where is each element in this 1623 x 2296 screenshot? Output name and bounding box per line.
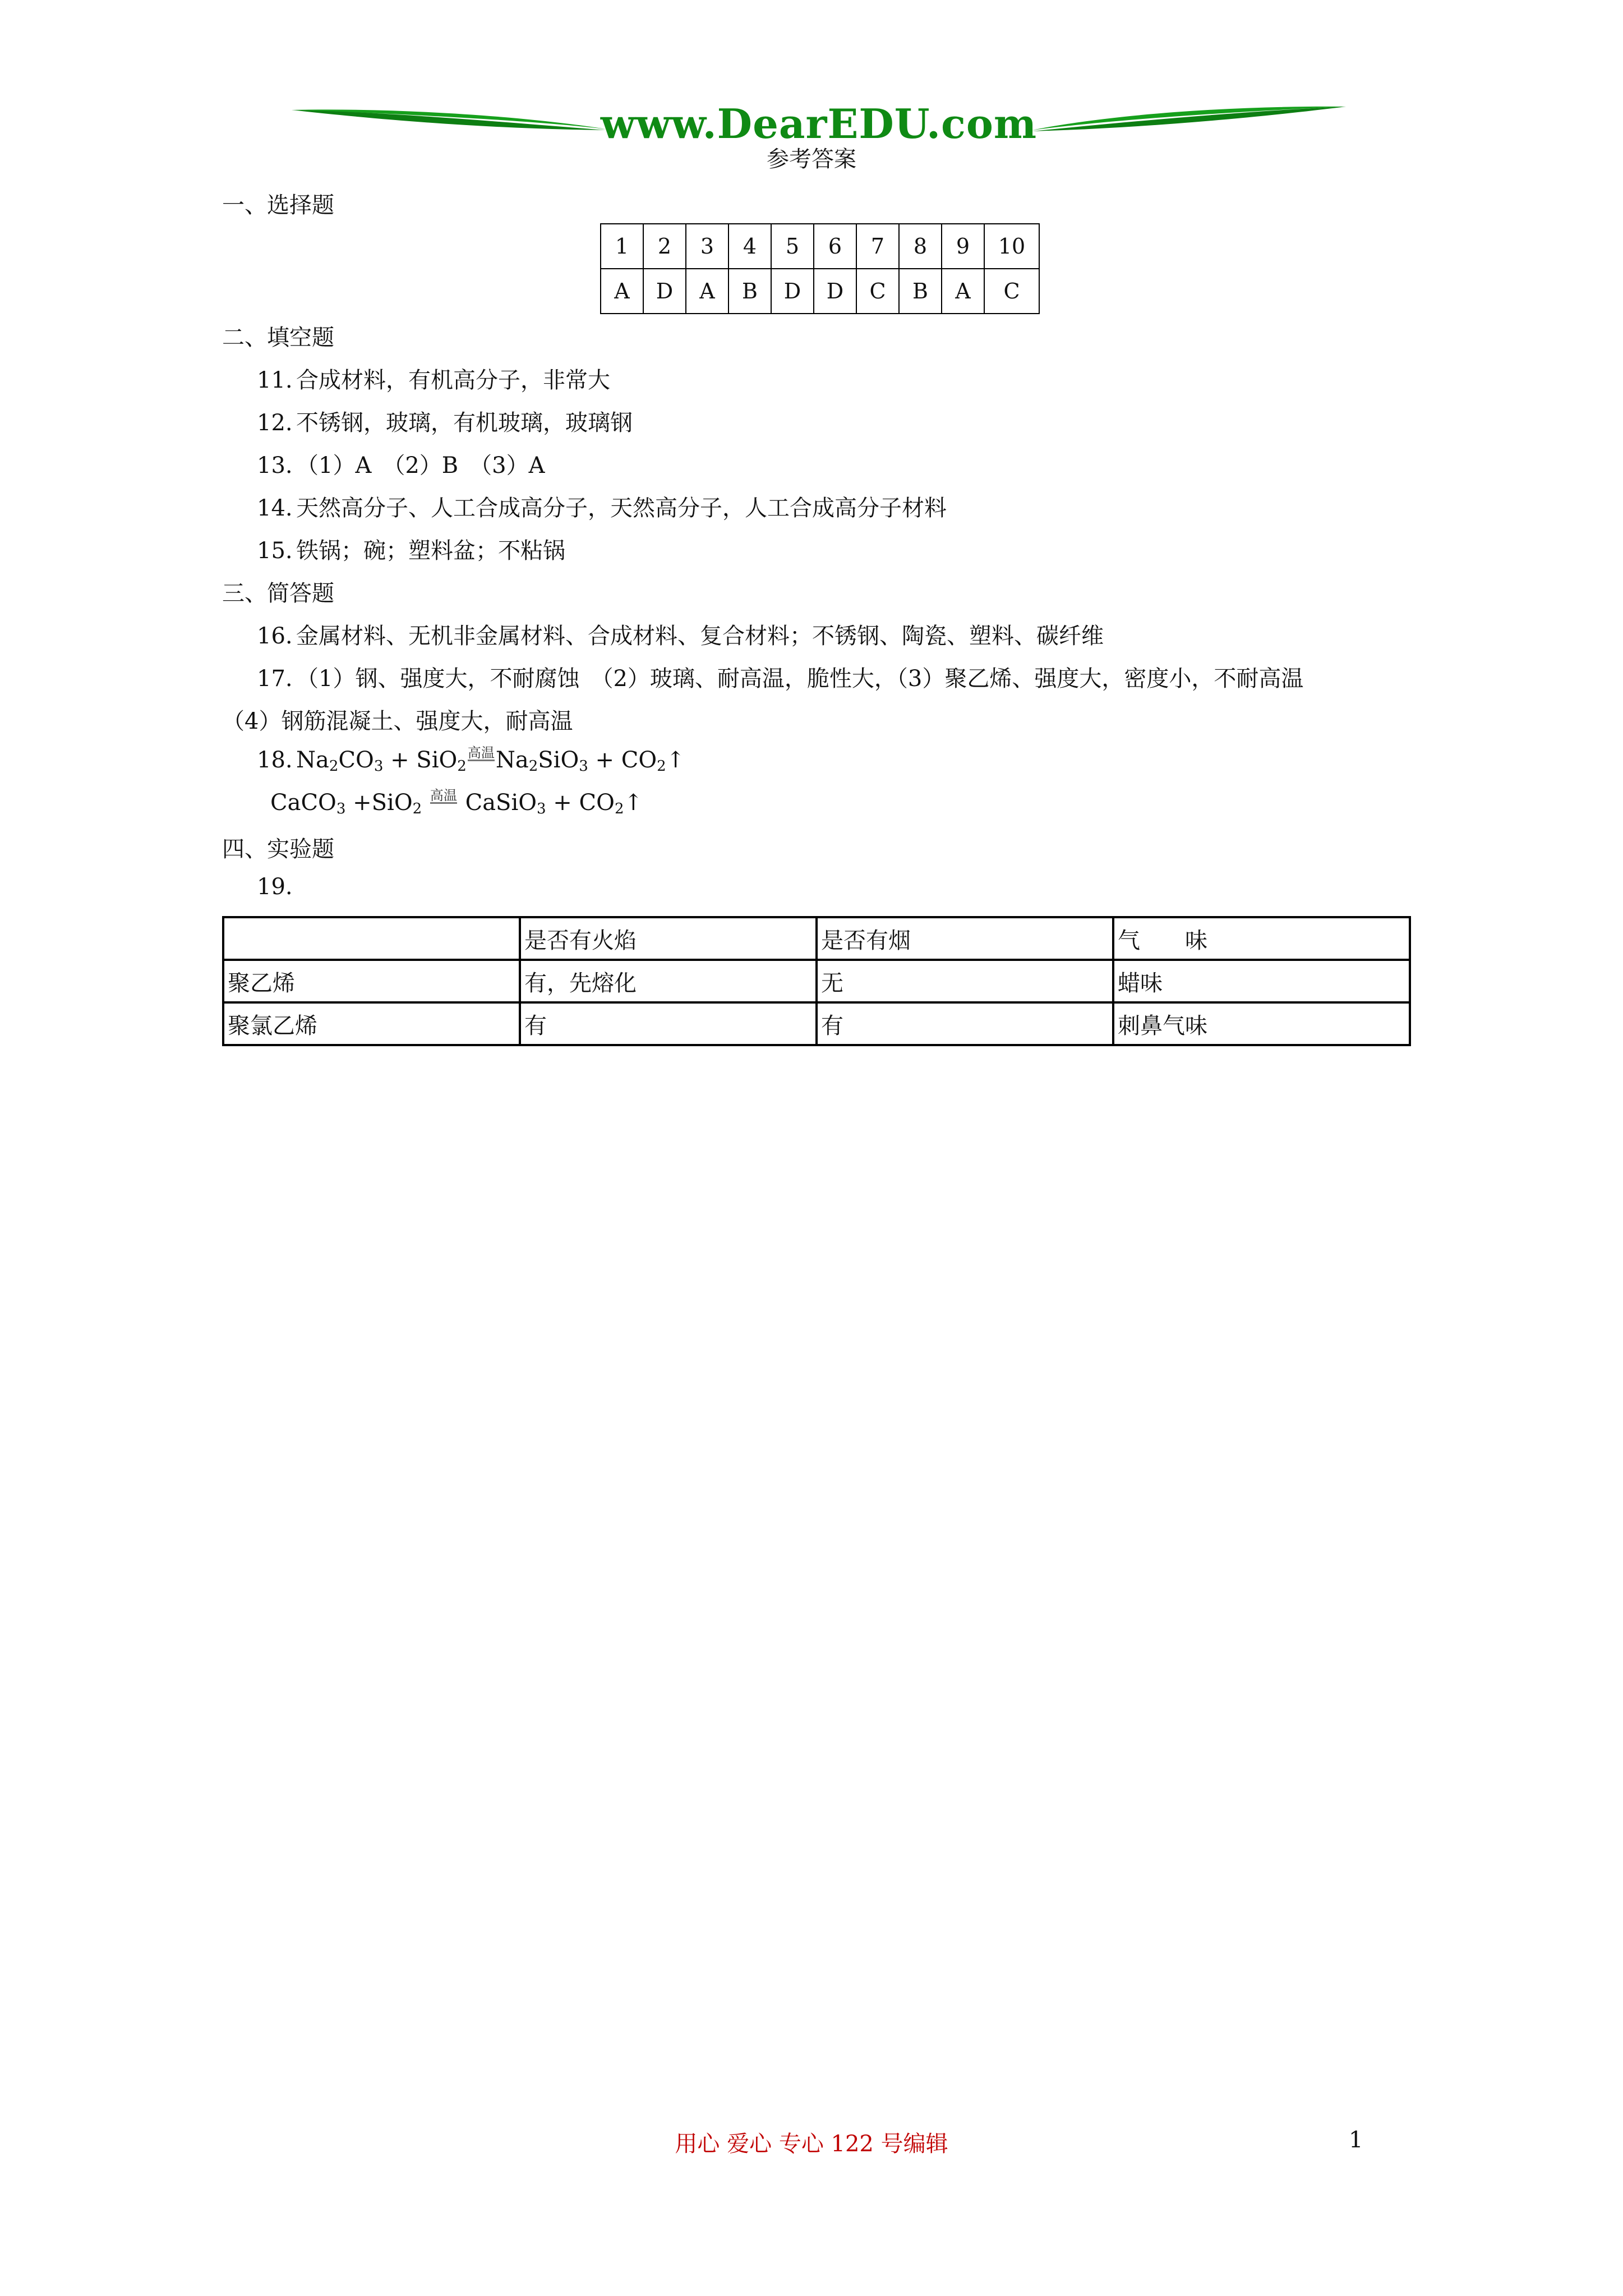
document-title: 参考答案	[767, 146, 856, 172]
question-number: 9	[942, 224, 984, 269]
subscript: 2	[528, 758, 538, 775]
answer-cell: D	[814, 269, 856, 314]
answer-item-18-equation-2	[270, 789, 643, 817]
answer-cell: C	[984, 269, 1039, 314]
subscript: 3	[579, 758, 588, 775]
answer-item-11	[257, 362, 610, 394]
answer-item-17-continued: （4）钢筋混凝土、强度大，耐高温	[222, 708, 573, 734]
footer-text: 用心 爱心 专心 122 号编辑	[675, 2131, 948, 2157]
table-header-cell: 是否有烟	[817, 917, 1113, 960]
section-heading-choice: 一、选择题	[222, 192, 334, 218]
answer-item-19-number: 19.	[257, 874, 293, 900]
section-heading-short-answer: 三、简答题	[222, 581, 334, 606]
question-number: 1	[601, 224, 643, 269]
formula-part: Na	[296, 747, 329, 773]
subscript: 2	[614, 800, 624, 817]
subscript: 3	[537, 800, 546, 817]
item-text: 不锈钢，玻璃，有机玻璃，玻璃钢	[296, 410, 633, 436]
answer-cell: A	[686, 269, 728, 314]
table-cell: 刺鼻气味	[1113, 1002, 1410, 1045]
question-number: 3	[686, 224, 728, 269]
answer-item-13	[257, 448, 545, 480]
item-number: 17.	[257, 666, 293, 692]
table-header-cell: 是否有火焰	[520, 917, 817, 960]
item-text: （1）钢、强度大，不耐腐蚀 （2）玻璃、耐高温，脆性大，（3）聚乙烯、强度大，密度小，不耐高温	[296, 666, 1304, 692]
item-number: 12.	[257, 410, 293, 436]
subscript: 2	[457, 758, 467, 775]
table-cell: 有，先熔化	[520, 960, 817, 1002]
table-header-cell: 气 味	[1113, 917, 1410, 960]
table-row	[223, 1002, 1410, 1045]
question-number: 8	[899, 224, 942, 269]
formula-part: + CO	[588, 747, 657, 773]
section-heading-experiment: 四、实验题	[222, 836, 334, 862]
question-number: 2	[643, 224, 686, 269]
subscript: 2	[329, 758, 339, 775]
experiment-table	[222, 916, 1411, 1046]
subscript: 2	[657, 758, 666, 775]
table-row	[223, 960, 1410, 1002]
answer-item-16	[257, 618, 1104, 650]
item-text: 天然高分子、人工合成高分子，天然高分子，人工合成高分子材料	[296, 495, 947, 521]
reaction-condition: 高温	[430, 788, 457, 803]
question-number: 4	[728, 224, 771, 269]
gas-arrow-icon: ↑	[624, 790, 643, 816]
answer-item-12	[257, 405, 633, 437]
answer-cell: B	[899, 269, 942, 314]
reaction-condition: 高温	[467, 745, 495, 761]
answer-cell: A	[601, 269, 643, 314]
item-text: （1）A （2）B （3）A	[296, 453, 545, 478]
table-cell: 有	[817, 1002, 1113, 1045]
formula-part: + CO	[546, 790, 615, 816]
subscript: 3	[336, 800, 346, 817]
answer-cell: D	[771, 269, 814, 314]
table-header-row	[223, 917, 1410, 960]
answer-row	[601, 269, 1039, 314]
formula-part: CaCO	[270, 790, 336, 816]
formula-part: +SiO	[345, 790, 413, 816]
item-number: 13.	[257, 453, 293, 478]
formula-part: + SiO	[383, 747, 458, 773]
choice-answer-table	[600, 223, 1040, 314]
question-number: 7	[856, 224, 899, 269]
item-text: 金属材料、无机非金属材料、合成材料、复合材料；不锈钢、陶瓷、塑料、碳纤维	[296, 623, 1104, 649]
table-cell: 有	[520, 1002, 817, 1045]
formula-part: Na	[495, 747, 529, 773]
item-number: 18.	[257, 747, 293, 773]
formula-part: CO	[338, 747, 374, 773]
formula-part: CaSiO	[458, 790, 537, 816]
site-logo[interactable]: www.DearEDU.com	[600, 100, 1038, 148]
answer-item-18-equation-1	[257, 746, 685, 775]
item-text: 合成材料，有机高分子，非常大	[296, 367, 610, 393]
table-header-cell	[223, 917, 520, 960]
item-number: 11.	[257, 367, 293, 393]
question-number: 6	[814, 224, 856, 269]
table-cell: 聚氯乙烯	[223, 1002, 520, 1045]
page-number: 1	[1349, 2127, 1363, 2153]
table-cell: 无	[817, 960, 1113, 1002]
formula-part: SiO	[538, 747, 579, 773]
answer-cell: C	[856, 269, 899, 314]
table-cell: 蜡味	[1113, 960, 1410, 1002]
subscript: 3	[374, 758, 384, 775]
table-cell: 聚乙烯	[223, 960, 520, 1002]
answer-item-17	[257, 661, 1303, 693]
question-number: 5	[771, 224, 814, 269]
answer-item-14	[257, 490, 947, 522]
item-number: 16.	[257, 623, 293, 649]
answer-item-15	[257, 533, 565, 565]
item-number: 15.	[257, 538, 293, 564]
subscript: 2	[412, 800, 422, 817]
question-number: 10	[984, 224, 1039, 269]
answer-cell: A	[942, 269, 984, 314]
item-number: 14.	[257, 495, 293, 521]
gas-arrow-icon: ↑	[666, 747, 685, 773]
item-text: 铁锅；碗；塑料盆；不粘锅	[296, 538, 565, 564]
answer-cell: B	[728, 269, 771, 314]
answer-cell: D	[643, 269, 686, 314]
section-heading-fill: 二、填空题	[222, 325, 334, 351]
question-number-row	[601, 224, 1039, 269]
